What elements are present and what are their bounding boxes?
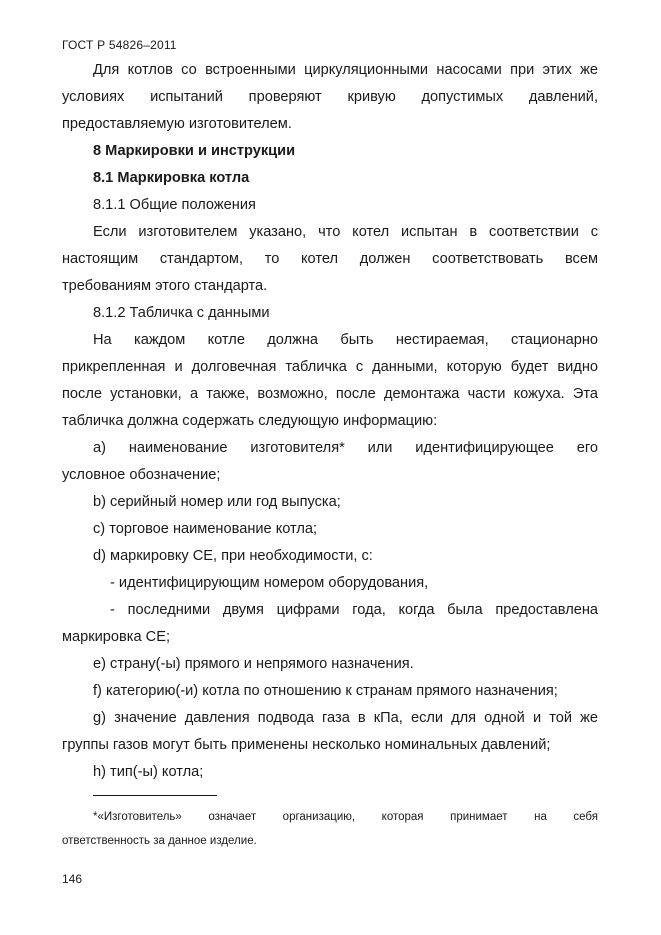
list-item-c: c) торговое наименование котла;: [93, 521, 318, 537]
footnote: [62, 805, 598, 853]
section-8-1-1-line-1: Если изготовителем указано, что котел испытан в соответствии с: [93, 224, 598, 240]
list-item-g-line-2: группы газов могут быть применены несколько номинальных давлений;: [62, 737, 551, 753]
list-item-f: f) категорию(-и) котла по отношению к странам прямого назначения;: [93, 683, 558, 699]
intro-paragraph-cont: [62, 84, 598, 138]
section-8-1-2-title: 8.1.2 Табличка с данными: [93, 305, 270, 321]
section-8-1-1-line-3: требованиям этого стандарта.: [62, 278, 268, 294]
intro-line-3: предоставляемую изготовителем.: [62, 116, 292, 132]
section-8-1-1-title: 8.1.1 Общие положения: [93, 197, 256, 213]
list-item-a-line-2: условное обозначение;: [62, 467, 221, 483]
page-number: 146: [62, 872, 83, 886]
section-8-1-2-paragraph: [62, 327, 598, 435]
list-item-g: [62, 705, 598, 759]
intro-line-1: Для котлов со встроенными циркуляционными насосами при этих же: [93, 62, 598, 78]
section-8-1-2-line-4: табличка должна содержать следующую информацию:: [62, 413, 438, 429]
page-header: ГОСТ Р 54826–2011: [62, 38, 177, 52]
list-item-d-dash-2-line-2: маркировка СЕ;: [62, 629, 170, 645]
list-item-h: h) тип(-ы) котла;: [93, 764, 204, 780]
section-8-1-2-line-2: прикрепленная и долговечная табличка с данными, которую будет видно: [62, 359, 598, 375]
list-item-g-line-1: g) значение давления подвода газа в кПа, если для одной и той же: [93, 710, 598, 726]
intro-paragraph: [62, 57, 598, 84]
list-item-d: d) маркировку СЕ, при необходимости, с:: [93, 548, 373, 564]
intro-line-2: условиях испытаний проверяют кривую допустимых давлений,: [62, 89, 598, 105]
footnote-line-2: ответственность за данное изделие.: [62, 835, 257, 847]
section-8-1-1-line-2: настоящим стандартом, то котел должен соответствовать всем: [62, 251, 598, 267]
list-item-b: b) серийный номер или год выпуска;: [93, 494, 341, 510]
list-item-a: [62, 435, 598, 489]
section-8-1-title: 8.1 Маркировка котла: [93, 170, 250, 186]
section-8-title: 8 Маркировки и инструкции: [93, 143, 296, 159]
section-8-1-1-paragraph: [62, 219, 598, 300]
section-8-1-2-line-3: после установки, а также, возможно, после демонтажа части кожуха. Эта: [62, 386, 598, 402]
section-8-1-2-line-1: На каждом котле должна быть нестираемая, стационарно: [93, 332, 598, 348]
list-item-e: e) страну(-ы) прямого и непрямого назначения.: [93, 656, 414, 672]
body-text: [62, 57, 598, 786]
footnote-divider: [93, 795, 217, 796]
list-item-d-dash-2-line-1: - последними двумя цифрами года, когда была предоставлена: [110, 602, 598, 618]
list-item-d-dash-2: [62, 597, 598, 651]
footnote-line-1: *«Изготовитель» означает организацию, которая принимает на себя: [93, 811, 598, 823]
list-item-d-dash-1: - идентифицирующим номером оборудования,: [110, 575, 429, 591]
list-item-a-line-1: a) наименование изготовителя* или идентифицирующее его: [93, 440, 598, 456]
